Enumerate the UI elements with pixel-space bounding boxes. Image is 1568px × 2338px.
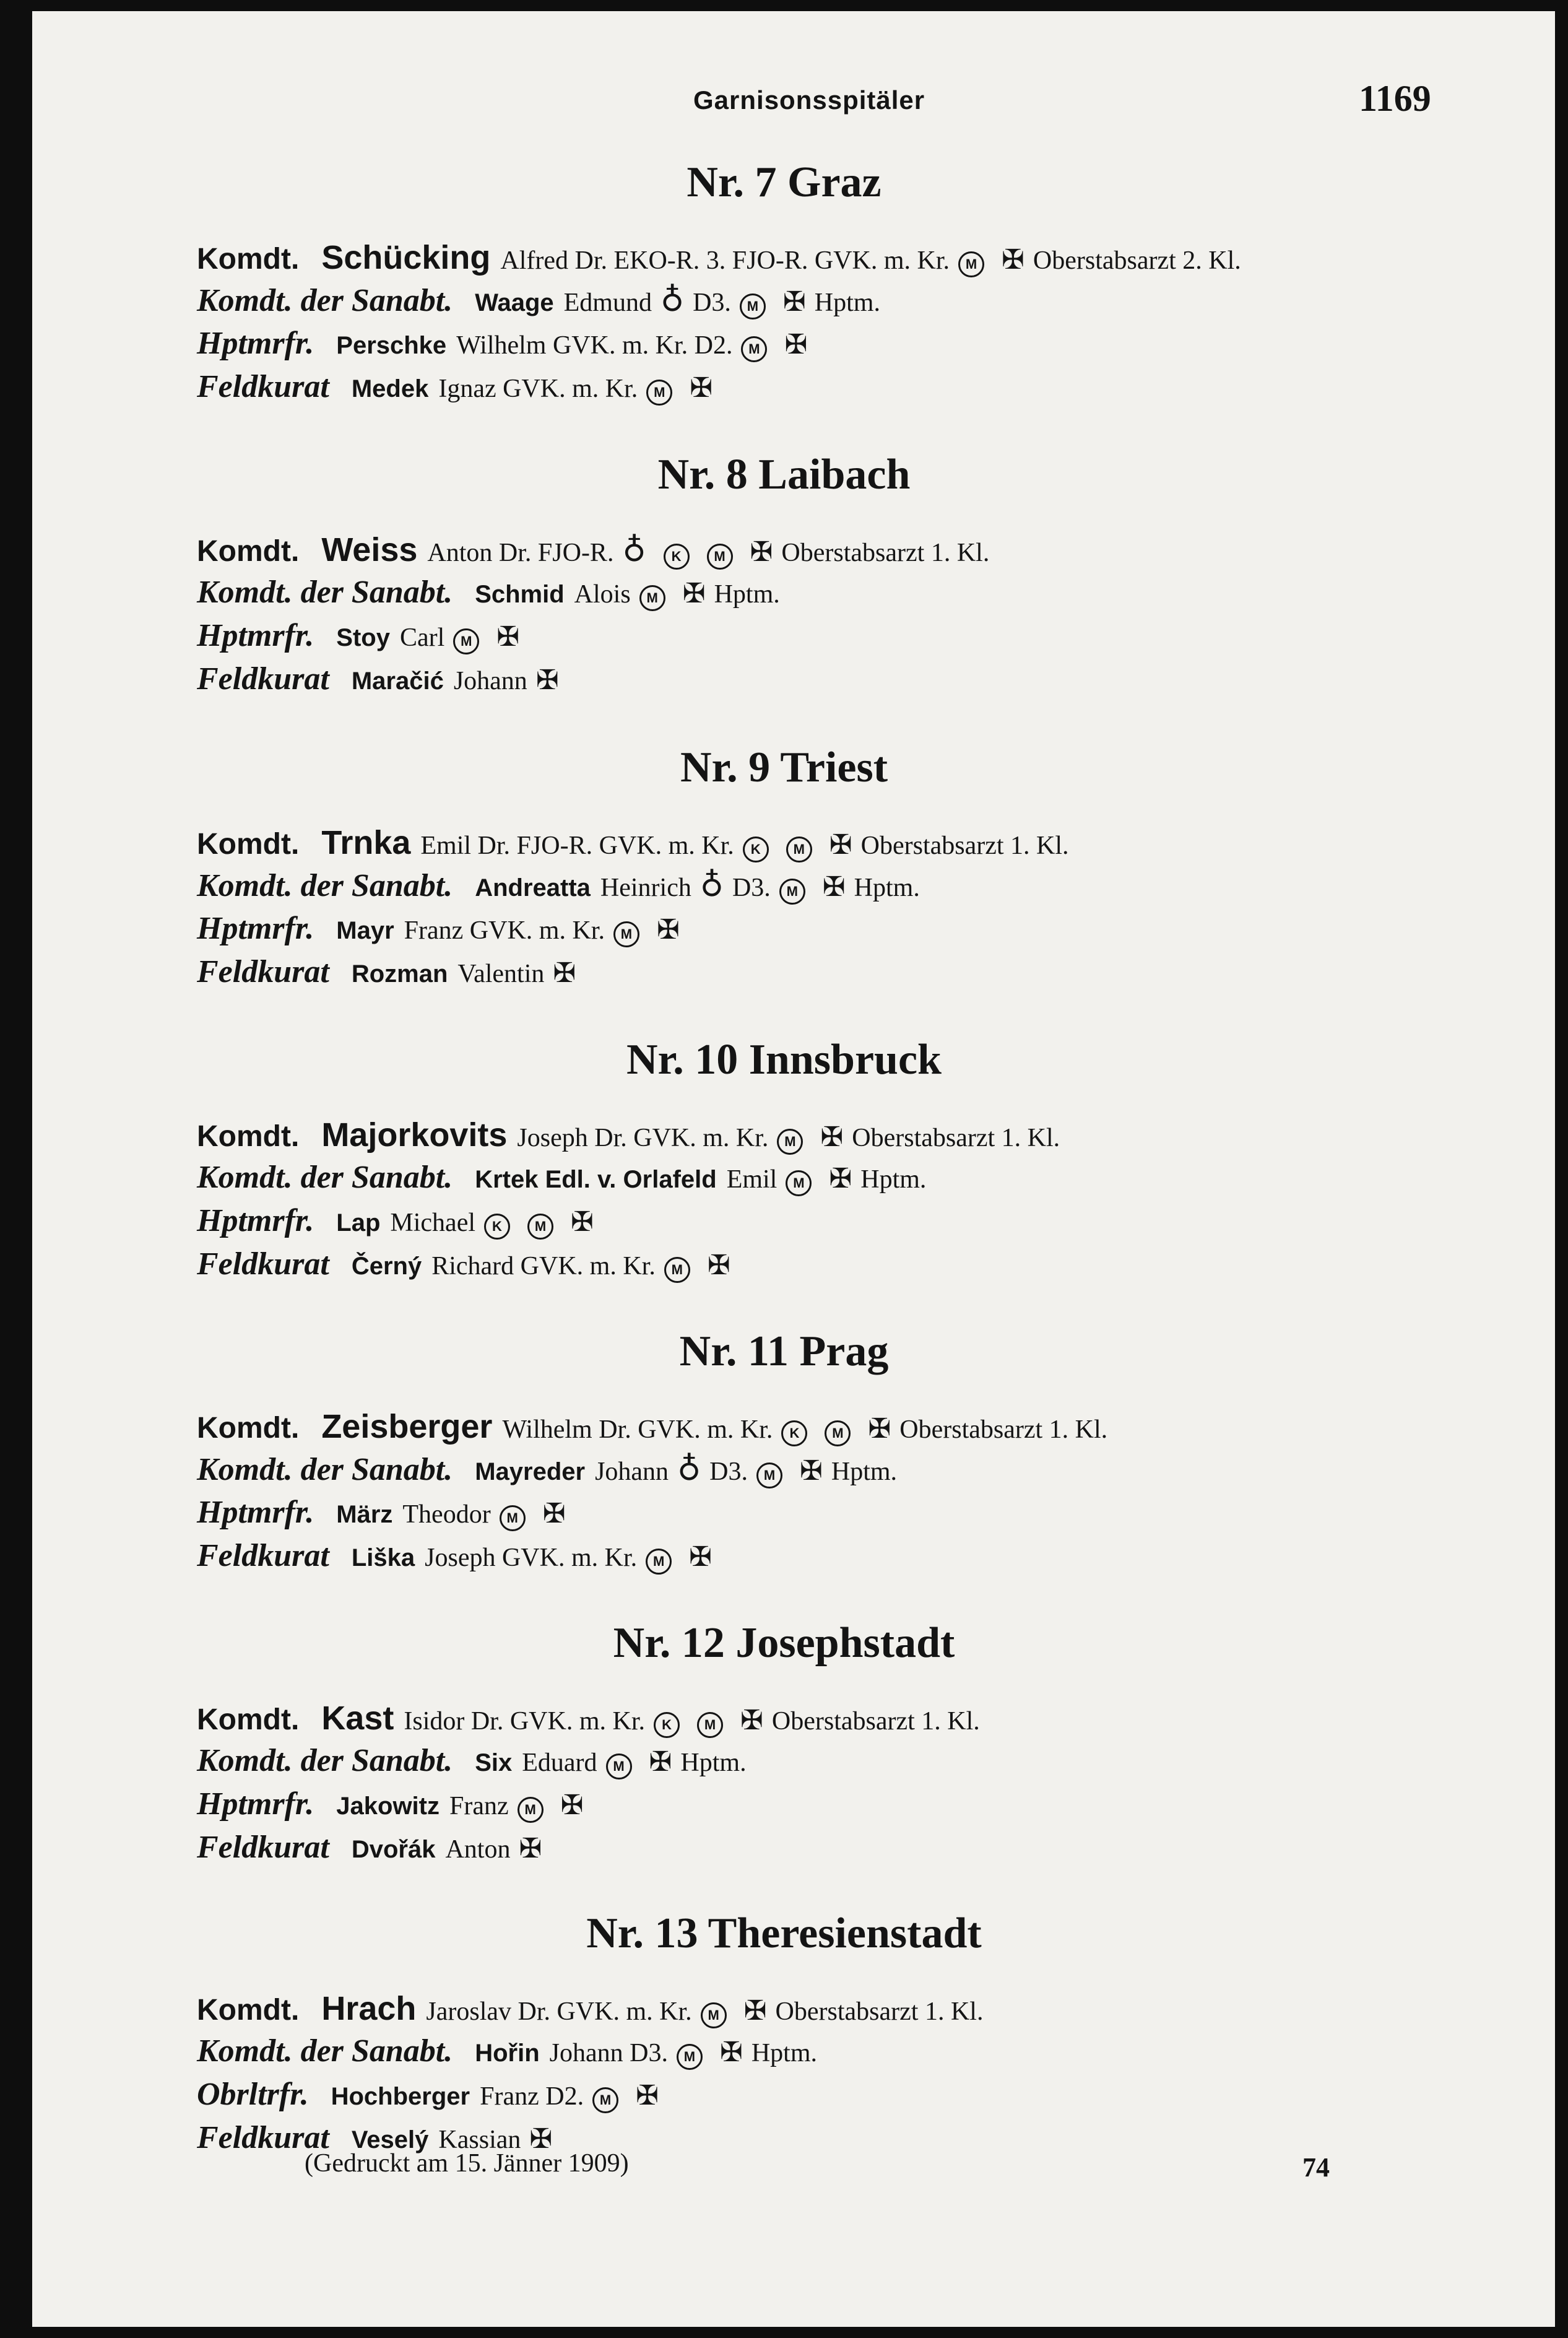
staff-row	[197, 1537, 721, 1575]
section-title: Nr. 7 Graz	[687, 159, 881, 206]
role-label: Komdt.	[197, 243, 300, 276]
cross-decoration-icon: ✠	[542, 1498, 566, 1529]
surname: Majorkovits	[321, 1116, 508, 1154]
cross-decoration-icon: ✠	[571, 1206, 594, 1238]
order-medal-icon: ♁	[677, 1451, 701, 1488]
cross-decoration-icon: ✠	[800, 1455, 823, 1487]
surname: Veselý	[351, 2126, 429, 2153]
section-title: Nr. 8 Laibach	[657, 451, 911, 498]
surname: Liška	[351, 1544, 415, 1571]
surname: Hochberger	[331, 2083, 470, 2110]
cross-decoration-icon: ✠	[829, 829, 852, 861]
section-title: Nr. 13 Theresienstadt	[586, 1910, 982, 1957]
given-name-and-titles: Anton Dr. FJO-R.	[427, 539, 614, 567]
rank-label: Oberstabsarzt 1. Kl.	[860, 832, 1069, 860]
role-label: Komdt. der Sanabt.	[197, 575, 453, 610]
military-medal-icon: M	[786, 1170, 812, 1196]
staff-row	[197, 1699, 980, 1738]
military-medal-icon: M	[958, 251, 984, 277]
staff-row	[197, 661, 568, 697]
running-header: Garnisonsspitäler	[693, 85, 925, 115]
role-label: Komdt.	[197, 1994, 300, 2027]
cross-decoration-icon: ✠	[820, 1121, 844, 1153]
given-name-and-titles: Joseph Dr. GVK. m. Kr.	[517, 1124, 769, 1152]
cross-decoration-icon: ✠	[690, 372, 713, 404]
merit-cross-icon: K	[484, 1214, 510, 1240]
role-label: Hptmrfr.	[197, 911, 314, 946]
staff-row	[197, 282, 880, 319]
given-name-and-titles: Jaroslav Dr. GVK. m. Kr.	[426, 1997, 692, 2026]
military-medal-icon: M	[639, 585, 665, 611]
staff-row	[197, 1407, 1107, 1446]
surname: Schücking	[321, 239, 491, 276]
surname: Jakowitz	[336, 1793, 440, 1820]
given-name-and-titles: Franz D2.	[480, 2082, 584, 2111]
surname: März	[336, 1501, 393, 1528]
military-medal-icon: M	[786, 837, 812, 863]
role-label: Komdt.	[197, 1703, 300, 1736]
rank-label: Hptm.	[680, 1749, 747, 1777]
staff-row	[197, 1742, 747, 1780]
role-label: Feldkurat	[197, 954, 329, 989]
given-name-and-titles: Emil Dr. FJO-R. GVK. m. Kr.	[420, 832, 734, 860]
print-date: (Gedruckt am 15. Jänner 1909)	[305, 2149, 629, 2178]
role-label: Hptmrfr.	[197, 1495, 314, 1530]
given-name-and-titles: Eduard	[522, 1749, 597, 1777]
role-label: Hptmrfr.	[197, 326, 314, 361]
given-name-and-titles: Alfred Dr. EKO-R. 3. FJO-R. GVK. m. Kr.	[500, 246, 950, 275]
military-medal-icon: M	[646, 380, 672, 406]
surname: Schmid	[475, 581, 565, 608]
cross-decoration-icon: ✠	[519, 1833, 542, 1864]
given-name-and-titles: Heinrich	[600, 874, 691, 902]
given-name-and-titles: Michael	[390, 1209, 475, 1237]
rank-label: Oberstabsarzt 1. Kl.	[852, 1124, 1060, 1152]
role-label: Feldkurat	[197, 1246, 329, 1282]
staff-row	[197, 325, 816, 362]
cross-decoration-icon: ✠	[740, 1705, 763, 1736]
rank-label: Hptm.	[854, 874, 920, 902]
given-name-and-titles: Richard GVK. m. Kr.	[431, 1252, 656, 1280]
military-medal-icon: M	[777, 1129, 803, 1155]
military-medal-icon: M	[740, 293, 766, 319]
role-label: Feldkurat	[197, 2120, 329, 2155]
merit-cross-icon: K	[664, 544, 690, 570]
given-name-and-titles: Wilhelm GVK. m. Kr. D2.	[456, 331, 733, 360]
surname: Kast	[321, 1700, 394, 1737]
cross-decoration-icon: ✠	[743, 1995, 767, 2027]
cross-decoration-icon: ✠	[750, 536, 773, 568]
staff-row	[197, 617, 528, 654]
military-medal-icon: M	[606, 1754, 632, 1780]
role-label: Obrltrfr.	[197, 2077, 309, 2112]
role-label: Hptmrfr.	[197, 1203, 314, 1238]
surname: Lap	[336, 1209, 381, 1236]
staff-row	[197, 368, 721, 406]
cross-decoration-icon: ✠	[529, 2123, 553, 2155]
role-label: Komdt.	[197, 828, 300, 861]
military-medal-icon: M	[500, 1505, 526, 1531]
cross-decoration-icon: ✠	[868, 1413, 891, 1445]
given-name-and-titles: Johann D3.	[549, 2039, 668, 2067]
staff-row	[197, 867, 920, 905]
role-label: Hptmrfr.	[197, 1786, 314, 1822]
cross-decoration-icon: ✠	[822, 871, 846, 903]
surname: Six	[475, 1749, 513, 1776]
given-name-and-titles: Theodor	[402, 1500, 491, 1529]
staff-row	[197, 1116, 1060, 1155]
role-label: Komdt.	[197, 1412, 300, 1445]
surname: Zeisberger	[321, 1408, 493, 1445]
cross-decoration-icon: ✠	[496, 621, 520, 653]
surname: Rozman	[351, 960, 448, 988]
rank-grade: D3.	[709, 1458, 748, 1486]
cross-decoration-icon: ✠	[1002, 244, 1024, 276]
staff-row	[197, 1989, 983, 2028]
cross-decoration-icon: ✠	[560, 1789, 584, 1821]
given-name-and-titles: Alois	[574, 580, 631, 609]
given-name-and-titles: Joseph GVK. m. Kr.	[425, 1544, 638, 1572]
surname: Krtek Edl. v. Orlafeld	[475, 1166, 717, 1193]
rank-grade: D3.	[732, 874, 771, 902]
role-label: Hptmrfr.	[197, 618, 314, 653]
rank-label: Hptm.	[814, 289, 880, 317]
staff-row	[197, 2033, 817, 2070]
rank-label: Hptm.	[860, 1165, 927, 1194]
military-medal-icon: M	[518, 1797, 544, 1823]
role-label: Komdt.	[197, 1120, 300, 1153]
staff-row	[197, 954, 584, 990]
section-title: Nr. 10 Innsbruck	[626, 1036, 942, 1084]
military-medal-icon: M	[646, 1549, 672, 1575]
role-label: Feldkurat	[197, 661, 329, 697]
role-label: Feldkurat	[197, 369, 329, 404]
role-label: Komdt. der Sanabt.	[197, 2033, 453, 2069]
staff-row	[197, 910, 688, 947]
section-title: Nr. 12 Josephstadt	[613, 1619, 955, 1667]
role-label: Komdt. der Sanabt.	[197, 283, 453, 318]
surname: Černý	[351, 1253, 422, 1280]
cross-decoration-icon: ✠	[829, 1163, 852, 1194]
given-name-and-titles: Valentin	[457, 960, 545, 988]
given-name-and-titles: Ignaz GVK. m. Kr.	[438, 375, 638, 403]
staff-row	[197, 1829, 550, 1866]
rank-label: Hptm.	[751, 2039, 817, 2067]
cross-decoration-icon: ✠	[707, 1249, 730, 1281]
staff-row	[197, 2076, 667, 2113]
given-name-and-titles: Isidor Dr. GVK. m. Kr.	[404, 1707, 646, 1736]
military-medal-icon: M	[779, 879, 805, 905]
cross-decoration-icon: ✠	[682, 578, 706, 609]
merit-cross-icon: K	[654, 1712, 680, 1738]
staff-row	[197, 1202, 602, 1240]
rank-label: Oberstabsarzt 2. Kl.	[1033, 246, 1241, 275]
given-name-and-titles: Anton	[445, 1835, 511, 1864]
surname: Medek	[351, 375, 429, 402]
staff-row	[197, 1159, 926, 1196]
cross-decoration-icon: ✠	[782, 286, 806, 318]
military-medal-icon: M	[741, 336, 767, 362]
staff-row	[197, 238, 1241, 277]
surname: Stoy	[336, 624, 390, 651]
surname: Hrach	[321, 1990, 417, 2027]
staff-row	[197, 1451, 897, 1488]
cross-decoration-icon: ✠	[784, 329, 808, 360]
merit-cross-icon: K	[781, 1420, 807, 1446]
surname: Perschke	[336, 332, 447, 359]
surname: Maračić	[351, 667, 444, 695]
staff-row	[197, 1246, 739, 1283]
given-name-and-titles: Wilhelm Dr. GVK. m. Kr.	[502, 1415, 773, 1444]
role-label: Komdt. der Sanabt.	[197, 1160, 453, 1195]
order-medal-icon: ♁	[622, 532, 646, 569]
cross-decoration-icon: ✠	[649, 1746, 672, 1778]
given-name-and-titles: Carl	[399, 624, 445, 652]
rank-label: Oberstabsarzt 1. Kl.	[771, 1707, 980, 1736]
section-title: Nr. 9 Triest	[680, 744, 888, 791]
page-number: 1169	[1359, 78, 1431, 119]
order-medal-icon: ♁	[660, 282, 685, 319]
section-title: Nr. 11 Prag	[679, 1328, 889, 1375]
surname: Andreatta	[475, 874, 591, 902]
military-medal-icon: M	[697, 1712, 723, 1738]
given-name-and-titles: Franz	[449, 1792, 509, 1820]
given-name-and-titles: Emil	[726, 1165, 778, 1194]
signature-number: 74	[1302, 2152, 1330, 2183]
staff-row	[197, 824, 1069, 863]
military-medal-icon: M	[453, 628, 479, 654]
military-medal-icon: M	[756, 1462, 782, 1488]
cross-decoration-icon: ✠	[719, 2036, 743, 2068]
military-medal-icon: M	[701, 2002, 727, 2028]
given-name-and-titles: Johann	[595, 1458, 669, 1486]
order-medal-icon: ♁	[700, 867, 724, 904]
surname: Mayr	[336, 917, 394, 944]
rank-grade: D3.	[693, 289, 731, 317]
given-name-and-titles: Edmund	[563, 289, 652, 317]
surname: Dvořák	[351, 1836, 436, 1863]
military-medal-icon: M	[825, 1420, 851, 1446]
surname: Weiss	[321, 531, 418, 568]
role-label: Komdt. der Sanabt.	[197, 1452, 453, 1487]
staff-row	[197, 1786, 592, 1823]
military-medal-icon: M	[664, 1257, 690, 1283]
military-medal-icon: M	[613, 921, 639, 947]
given-name-and-titles: Johann	[453, 667, 527, 695]
military-medal-icon: M	[707, 544, 733, 570]
cross-decoration-icon: ✠	[535, 664, 559, 696]
rank-label: Hptm.	[714, 580, 780, 609]
military-medal-icon: M	[527, 1214, 553, 1240]
surname: Waage	[475, 289, 554, 316]
role-label: Komdt.	[197, 535, 300, 568]
cross-decoration-icon: ✠	[553, 957, 576, 989]
surname: Trnka	[321, 824, 411, 861]
staff-row	[197, 574, 780, 611]
role-label: Komdt. der Sanabt.	[197, 1743, 453, 1778]
rank-label: Oberstabsarzt 1. Kl.	[899, 1415, 1108, 1444]
surname: Hořin	[475, 2040, 540, 2067]
rank-label: Oberstabsarzt 1. Kl.	[781, 539, 990, 567]
rank-label: Hptm.	[831, 1458, 898, 1486]
given-name-and-titles: Franz GVK. m. Kr.	[404, 916, 605, 945]
military-medal-icon: M	[677, 2044, 703, 2070]
staff-row	[197, 531, 989, 570]
role-label: Komdt. der Sanabt.	[197, 868, 453, 903]
given-name-and-titles: Kassian	[438, 2126, 521, 2154]
merit-cross-icon: K	[743, 837, 769, 863]
military-medal-icon: M	[592, 2087, 618, 2113]
cross-decoration-icon: ✠	[689, 1541, 712, 1573]
cross-decoration-icon: ✠	[636, 2080, 659, 2111]
staff-row	[197, 1494, 574, 1531]
role-label: Feldkurat	[197, 1538, 329, 1573]
cross-decoration-icon: ✠	[656, 914, 680, 945]
surname: Mayreder	[475, 1458, 586, 1485]
rank-label: Oberstabsarzt 1. Kl.	[775, 1997, 984, 2026]
role-label: Feldkurat	[197, 1830, 329, 1865]
